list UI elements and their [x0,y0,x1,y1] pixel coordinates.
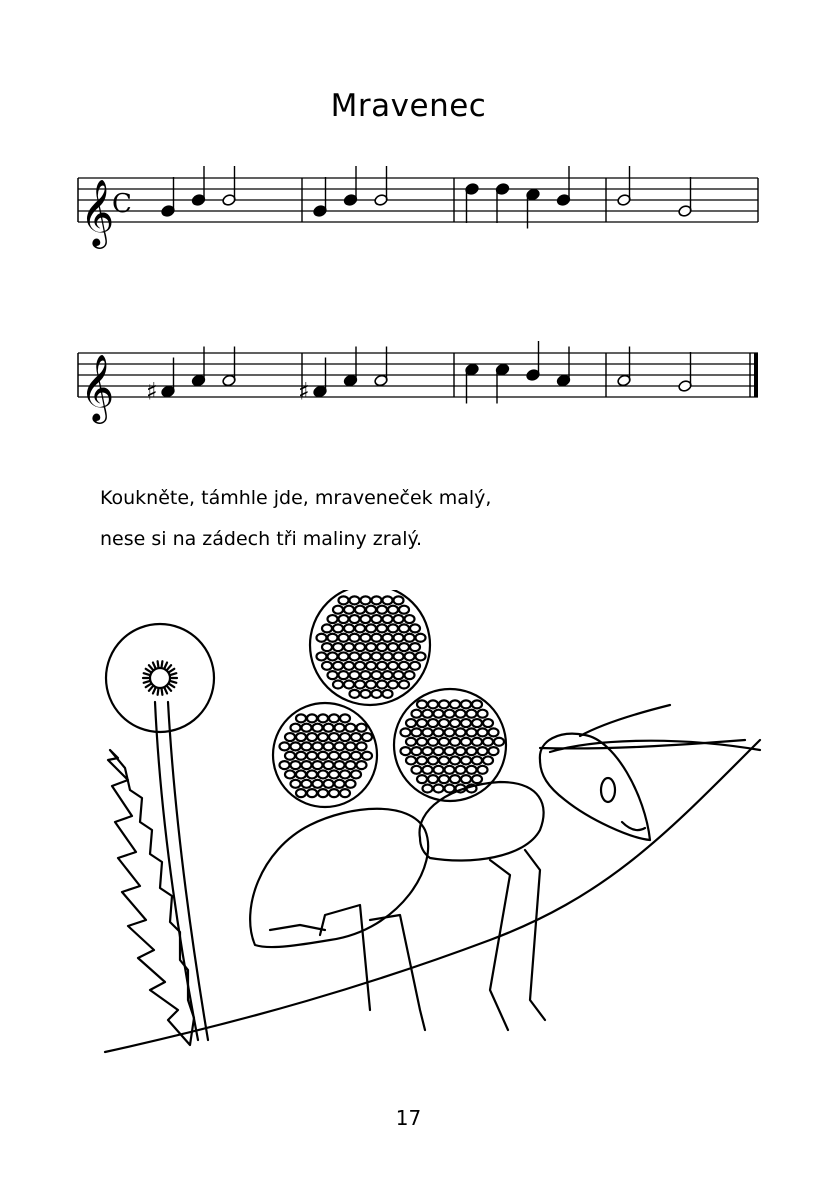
note [617,166,631,206]
raspberry-drupelet [339,615,349,623]
raspberry-drupelet [456,766,466,774]
raspberry-drupelet [483,719,493,727]
dandelion-ray [171,673,177,675]
raspberry-drupelet [434,747,444,755]
raspberry-drupelet [357,742,367,750]
raspberry-drupelet [344,643,354,651]
raspberry-drupelet [285,752,295,760]
raspberry-drupelet [399,643,409,651]
raspberry-icon [394,689,506,801]
raspberry-drupelet [333,643,343,651]
raspberry-drupelet [372,671,382,679]
raspberry-drupelet [329,770,339,778]
page-title: Mravenec [330,88,487,124]
raspberry-drupelet [318,714,328,722]
time-signature: C [112,189,132,219]
raspberry-drupelet [357,724,367,732]
raspberry-drupelet [377,643,387,651]
raspberry-drupelet [351,770,361,778]
raspberry-drupelet [478,766,488,774]
raspberry-drupelet [399,624,409,632]
raspberry-drupelet [317,652,327,660]
raspberry-drupelet [405,671,415,679]
raspberry-drupelet [335,724,345,732]
raspberry-drupelet [388,643,398,651]
dandelion-ray [169,669,174,672]
raspberry-drupelet [346,742,356,750]
note [465,183,479,223]
raspberry-drupelet [467,747,477,755]
raspberry-drupelet [340,789,350,797]
note [191,166,205,206]
note [343,166,357,206]
raspberry-drupelet [410,624,420,632]
raspberry-drupelet [285,770,295,778]
raspberry-drupelet [296,770,306,778]
raspberry-drupelet [350,690,360,698]
raspberry-drupelet [366,662,376,670]
raspberry-drupelet [313,724,323,732]
raspberry-drupelet [307,714,317,722]
raspberry-drupelet [361,671,371,679]
raspberry-drupelet [428,738,438,746]
raspberry-drupelet [439,738,449,746]
raspberry-drupelet [472,719,482,727]
raspberry-drupelet [344,624,354,632]
raspberry-drupelet [372,634,382,642]
dandelion-ray [144,673,150,675]
raspberry-drupelet [318,752,328,760]
raspberry-drupelet [383,634,393,642]
raspberry-drupelet [434,785,444,793]
raspberry-drupelet [412,766,422,774]
raspberry-drupelet [318,770,328,778]
raspberry-drupelet [383,690,393,698]
raspberry-drupelet [388,624,398,632]
raspberry-drupelet [340,770,350,778]
raspberry-drupelet [401,747,411,755]
lyric-line-2: nese si na zádech tři maliny zralý. [100,528,423,550]
note [678,177,692,217]
raspberry-drupelet [333,606,343,614]
raspberry-drupelet [472,756,482,764]
raspberry-drupelet [366,643,376,651]
raspberry-drupelet [350,671,360,679]
raspberry-drupelet [291,761,301,769]
raspberry-drupelet [406,719,416,727]
raspberry-drupelet [296,789,306,797]
note [161,177,175,217]
raspberry-drupelet [362,733,372,741]
raspberry-drupelet [329,714,339,722]
raspberry-drupelet [340,714,350,722]
raspberry-drupelet [335,742,345,750]
raspberry-drupelet [340,733,350,741]
raspberry-drupelet [346,724,356,732]
raspberry-drupelet [478,747,488,755]
raspberry-drupelet [377,662,387,670]
raspberry-drupelet [399,681,409,689]
raspberry-drupelet [313,742,323,750]
raspberry-drupelet [351,752,361,760]
raspberry-drupelet [416,652,426,660]
raspberry-drupelet [307,770,317,778]
raspberry-drupelet [417,738,427,746]
raspberry-drupelet [478,710,488,718]
raspberry-drupelet [317,634,327,642]
raspberry-drupelet [328,671,338,679]
raspberry-drupelet [394,615,404,623]
dandelion-ray [146,669,151,672]
note [146,358,175,406]
music-staff-2 [70,335,760,445]
dandelion-ray [149,686,153,691]
raspberry-drupelet [456,747,466,755]
song-lyrics [100,478,740,560]
raspberry-drupelet [313,780,323,788]
lyric-line-1: Koukněte, támhle jde, mraveneček malý, [100,487,492,509]
raspberry-drupelet [483,738,493,746]
music-staff-1 [70,160,760,270]
raspberry-drupelet [417,700,427,708]
raspberry-drupelet [489,728,499,736]
raspberry-drupelet [350,652,360,660]
raspberry-drupelet [296,733,306,741]
raspberry-drupelet [406,756,416,764]
raspberry-drupelet [333,681,343,689]
raspberry-drupelet [361,652,371,660]
raspberry-drupelet [461,738,471,746]
raspberry-drupelet [461,775,471,783]
raspberry-drupelet [344,662,354,670]
raspberry-drupelet [372,596,382,604]
raspberry-drupelet [322,662,332,670]
dandelion-ray [162,689,163,695]
raspberry-drupelet [313,761,323,769]
raspberry-icon [310,590,430,705]
dandelion-ray [153,688,155,693]
note [495,183,509,223]
raspberry-drupelet [361,615,371,623]
dandelion-ray [171,681,177,683]
raspberry-drupelet [285,733,295,741]
raspberry-drupelet [355,681,365,689]
raspberry-drupelet [428,700,438,708]
raspberry-drupelet [372,652,382,660]
raspberry-drupelet [423,728,433,736]
raspberry-drupelet [450,738,460,746]
raspberry-drupelet [339,634,349,642]
raspberry-drupelet [472,738,482,746]
dandelion-icon [106,624,214,1045]
raspberry-drupelet [344,606,354,614]
raspberry-drupelet [333,662,343,670]
raspberry-drupelet [412,747,422,755]
raspberry-drupelet [333,624,343,632]
raspberry-drupelet [383,671,393,679]
raspberry-drupelet [307,752,317,760]
raspberry-drupelet [434,710,444,718]
raspberry-drupelet [434,728,444,736]
note [678,352,692,392]
raspberry-drupelet [423,747,433,755]
raspberry-drupelet [445,785,455,793]
raspberry-drupelet [302,780,312,788]
raspberry-drupelet [361,690,371,698]
dandelion-ray [158,661,159,667]
dandelion-ray [165,688,167,693]
raspberry-drupelet [450,700,460,708]
raspberry-drupelet [377,681,387,689]
raspberry-icon [273,703,377,807]
raspberry-drupelet [388,681,398,689]
note [526,341,540,381]
raspberry-drupelet [339,652,349,660]
raspberry-drupelet [329,752,339,760]
raspberry-drupelet [399,606,409,614]
raspberry-drupelet [456,710,466,718]
raspberry-drupelet [405,634,415,642]
raspberry-drupelet [307,789,317,797]
raspberry-drupelet [412,728,422,736]
raspberry-drupelet [445,728,455,736]
raspberry-drupelet [467,766,477,774]
treble-clef-icon: 𝄞 [80,353,115,421]
page-number: 17 [395,1106,422,1130]
raspberry-drupelet [394,671,404,679]
raspberry-drupelet [351,733,361,741]
dandelion-ray [165,663,167,668]
raspberry-drupelet [366,681,376,689]
raspberry-drupelet [405,615,415,623]
raspberry-drupelet [388,606,398,614]
raspberry-drupelet [350,596,360,604]
raspberry-drupelet [355,662,365,670]
raspberry-drupelet [489,747,499,755]
raspberry-drupelet [296,714,306,722]
raspberry-drupelet [328,652,338,660]
raspberry-drupelet [324,780,334,788]
raspberry-drupelet [339,671,349,679]
raspberry-drupelet [355,643,365,651]
note [374,166,388,206]
raspberry-drupelet [346,780,356,788]
raspberry-drupelet [291,724,301,732]
raspberry-drupelet [377,624,387,632]
raspberry-drupelet [366,624,376,632]
dandelion-ray [153,663,155,668]
note [556,166,570,206]
raspberry-drupelet [355,606,365,614]
raspberry-drupelet [461,700,471,708]
raspberry-drupelet [350,615,360,623]
note [313,177,327,217]
dandelion-ray [146,684,151,687]
raspberry-drupelet [467,710,477,718]
raspberry-drupelet [461,756,471,764]
raspberry-drupelet [307,733,317,741]
raspberry-drupelet [335,780,345,788]
sharp-accidental: ♯ [298,377,310,406]
raspberry-drupelet [445,747,455,755]
raspberry-drupelet [478,728,488,736]
dandelion-ray [158,689,159,695]
dandelion-ray [169,684,174,687]
raspberry-drupelet [428,775,438,783]
raspberry-drupelet [410,662,420,670]
dandelion-ray [149,665,153,670]
raspberry-drupelet [339,596,349,604]
raspberry-drupelet [377,606,387,614]
raspberry-drupelet [335,761,345,769]
raspberry-drupelet [423,785,433,793]
raspberry-drupelet [361,634,371,642]
dandelion-ray [167,686,171,691]
raspberry-drupelet [423,710,433,718]
raspberry-drupelet [346,761,356,769]
raspberry-drupelet [472,775,482,783]
raspberry-drupelet [355,624,365,632]
raspberry-drupelet [318,789,328,797]
raspberry-drupelet [318,733,328,741]
raspberry-drupelet [302,761,312,769]
raspberry-drupelet [280,761,290,769]
raspberry-drupelet [445,710,455,718]
raspberry-drupelet [394,596,404,604]
raspberry-drupelet [428,719,438,727]
raspberry-drupelet [472,700,482,708]
raspberry-drupelet [417,756,427,764]
raspberry-drupelet [416,634,426,642]
raspberry-drupelet [324,761,334,769]
raspberry-drupelet [494,738,504,746]
raspberry-drupelet [406,738,416,746]
raspberry-drupelet [401,728,411,736]
raspberry-drupelet [296,752,306,760]
raspberry-drupelet [383,652,393,660]
raspberry-drupelet [324,742,334,750]
ant-illustration [70,590,770,1070]
raspberry-drupelet [439,700,449,708]
dandelion-ray [162,661,163,667]
raspberry-drupelet [322,643,332,651]
raspberry-drupelet [483,756,493,764]
raspberry-drupelet [322,624,332,632]
raspberry-drupelet [450,756,460,764]
raspberry-drupelet [410,643,420,651]
raspberry-drupelet [357,761,367,769]
raspberry-drupelet [366,606,376,614]
dandelion-ray [167,665,171,670]
raspberry-drupelet [423,766,433,774]
raspberry-drupelet [417,719,427,727]
raspberry-drupelet [291,742,301,750]
raspberry-drupelet [445,766,455,774]
raspberry-drupelet [439,775,449,783]
raspberry-drupelet [372,690,382,698]
raspberry-drupelet [383,615,393,623]
raspberry-drupelet [405,652,415,660]
raspberry-drupelet [412,710,422,718]
sharp-accidental: ♯ [146,377,158,406]
note [222,166,236,206]
raspberry-drupelet [372,615,382,623]
raspberry-drupelet [362,752,372,760]
raspberry-drupelet [340,752,350,760]
raspberry-drupelet [361,596,371,604]
raspberry-drupelet [388,662,398,670]
raspberry-drupelet [450,775,460,783]
raspberry-drupelet [291,780,301,788]
raspberry-drupelet [450,719,460,727]
raspberry-drupelet [439,719,449,727]
raspberry-drupelet [417,775,427,783]
dandelion-ray [144,681,150,683]
raspberry-drupelet [329,733,339,741]
raspberry-drupelet [302,724,312,732]
raspberry-drupelet [383,596,393,604]
raspberry-drupelet [461,719,471,727]
raspberry-drupelet [399,662,409,670]
raspberry-drupelet [394,634,404,642]
raspberry-drupelet [350,634,360,642]
raspberry-drupelet [328,634,338,642]
treble-clef-icon: 𝄞 [80,178,115,246]
raspberry-drupelet [456,728,466,736]
raspberry-drupelet [324,724,334,732]
raspberry-drupelet [344,681,354,689]
raspberry-drupelet [434,766,444,774]
raspberry-drupelet [467,728,477,736]
raspberry-drupelet [439,756,449,764]
raspberry-drupelet [302,742,312,750]
raspberry-drupelet [328,615,338,623]
raspberry-drupelet [329,789,339,797]
raspberry-drupelet [280,742,290,750]
raspberry-drupelet [428,756,438,764]
raspberry-drupelet [394,652,404,660]
